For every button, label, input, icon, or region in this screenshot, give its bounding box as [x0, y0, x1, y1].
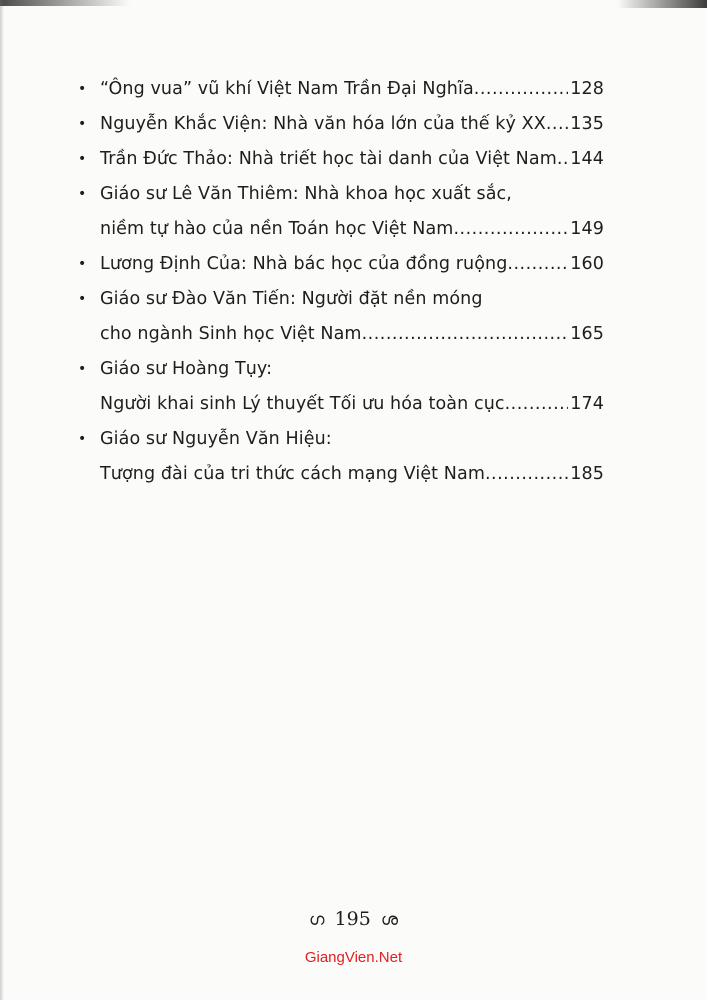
toc-entry-title-continued: Người khai sinh Lý thuyết Tối ưu hóa toàn cục	[100, 394, 505, 414]
toc-page-number: 149	[570, 219, 604, 239]
scan-shadow-top-right	[617, 0, 707, 8]
dot-leader	[474, 73, 569, 105]
bullet-icon: •	[78, 291, 87, 307]
bullet-icon: •	[78, 151, 87, 167]
toc-page-number: 174	[570, 394, 604, 414]
toc-entry	[78, 423, 604, 490]
toc-line	[100, 458, 604, 490]
dot-leader	[507, 248, 568, 280]
toc-entry-title: “Ông vua” vũ khí Việt Nam Trần Đại Nghĩa	[100, 79, 474, 99]
toc-page-number: 185	[570, 464, 604, 484]
bullet-icon: •	[78, 431, 87, 447]
toc-page-number: 135	[570, 114, 604, 134]
toc-page-number: 144	[570, 149, 604, 169]
toc-entry-title-continued: niềm tự hào của nền Toán học Việt Nam	[100, 219, 454, 239]
toc-entry-title-continued: cho ngành Sinh học Việt Nam	[100, 324, 362, 344]
toc-entry	[78, 143, 604, 175]
dot-leader	[557, 143, 568, 175]
page-number: 195	[334, 908, 371, 930]
dot-leader	[546, 108, 568, 140]
bullet-icon: •	[78, 186, 87, 202]
toc-entry	[78, 283, 604, 350]
toc-page-number: 128	[570, 79, 604, 99]
toc-line	[100, 213, 604, 245]
toc-line	[100, 248, 604, 280]
toc-entry-title-continued: Tượng đài của tri thức cách mạng Việt Nam	[100, 464, 485, 484]
toc-entry	[78, 73, 604, 105]
watermark-text: GiangVien.Net	[304, 949, 403, 966]
bullet-icon: •	[78, 81, 87, 97]
bullet-icon: •	[78, 256, 87, 272]
toc-entry	[78, 353, 604, 420]
dot-leader	[453, 213, 568, 245]
toc-line	[100, 283, 604, 315]
toc-entry-title: Lương Định Của: Nhà bác học của đồng ruộng	[100, 254, 508, 274]
toc-entry-title: Giáo sư Nguyễn Văn Hiệu:	[100, 429, 332, 449]
dot-leader	[362, 318, 569, 350]
toc-line	[100, 178, 604, 210]
table-of-contents	[78, 73, 604, 490]
toc-line	[100, 423, 604, 455]
toc-line	[100, 388, 604, 420]
toc-page-number: 165	[570, 324, 604, 344]
toc-line	[100, 108, 604, 140]
toc-entry-title: Giáo sư Đào Văn Tiến: Người đặt nền móng	[100, 289, 483, 309]
page-footer	[0, 908, 707, 930]
toc-entry	[78, 178, 604, 245]
toc-entry-title: Nguyễn Khắc Viện: Nhà văn hóa lớn của thế kỷ XX	[100, 114, 546, 134]
toc-entry-title: Giáo sư Hoàng Tụy:	[100, 359, 273, 379]
ornament-left-icon: ഗ	[309, 910, 325, 930]
toc-entry	[78, 248, 604, 280]
scan-shadow-left-edge	[0, 0, 4, 1000]
bullet-icon: •	[78, 116, 87, 132]
toc-entry	[78, 108, 604, 140]
toc-line	[100, 143, 604, 175]
ornament-right-icon: ശ	[380, 910, 398, 930]
scan-shadow-top-left	[0, 0, 130, 6]
bullet-icon: •	[78, 361, 87, 377]
toc-entry-title: Giáo sư Lê Văn Thiêm: Nhà khoa học xuất sắc,	[100, 184, 512, 204]
toc-entry-title: Trần Đức Thảo: Nhà triết học tài danh của Việt Nam	[100, 149, 557, 169]
dot-leader	[505, 388, 569, 420]
toc-line	[100, 73, 604, 105]
toc-line	[100, 318, 604, 350]
toc-line	[100, 353, 604, 385]
toc-page-number: 160	[570, 254, 604, 274]
dot-leader	[485, 458, 568, 490]
